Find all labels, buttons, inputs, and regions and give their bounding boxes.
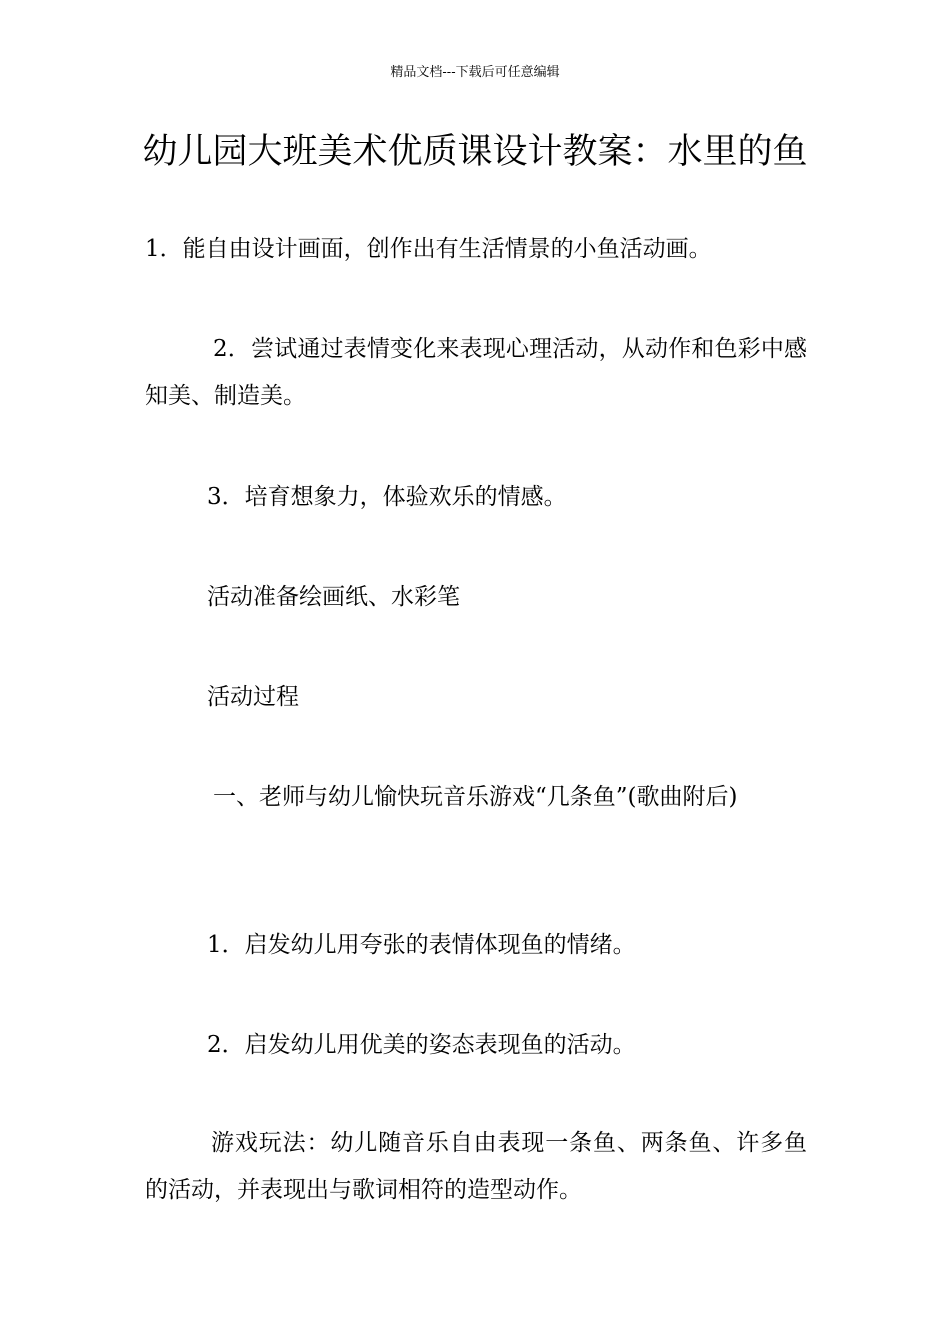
paragraph-preparation: 活动准备绘画纸、水彩笔	[207, 584, 460, 610]
paragraph-step-1-item-2: 2．启发幼儿用优美的姿态表现鱼的活动。	[207, 1032, 636, 1058]
document-title: 幼儿园大班美术优质课设计教案：水里的鱼	[142, 132, 808, 172]
paragraph-step-1-item-1: 1．启发幼儿用夸张的表情体现鱼的情绪。	[207, 932, 636, 958]
paragraph-objective-3: 3．培育想象力，体验欢乐的情感。	[207, 484, 567, 510]
paragraph-game-rules: 游戏玩法：幼儿随音乐自由表现一条鱼、两条鱼、许多鱼的活动，并表现出与歌词相符的造型动作。	[145, 1130, 807, 1203]
paragraph-step-1: 一、老师与幼儿愉快玩音乐游戏“几条鱼”(歌曲附后)	[213, 784, 738, 810]
paragraph-process-heading: 活动过程	[207, 684, 299, 710]
paragraph-objective-1: 1．能自由设计画面，创作出有生活情景的小鱼活动画。	[145, 236, 712, 262]
page-header: 精品文档---下载后可任意编辑	[390, 65, 560, 80]
paragraph-objective-2: 2．尝试通过表情变化来表现心理活动，从动作和色彩中感知美、制造美。	[145, 336, 807, 409]
